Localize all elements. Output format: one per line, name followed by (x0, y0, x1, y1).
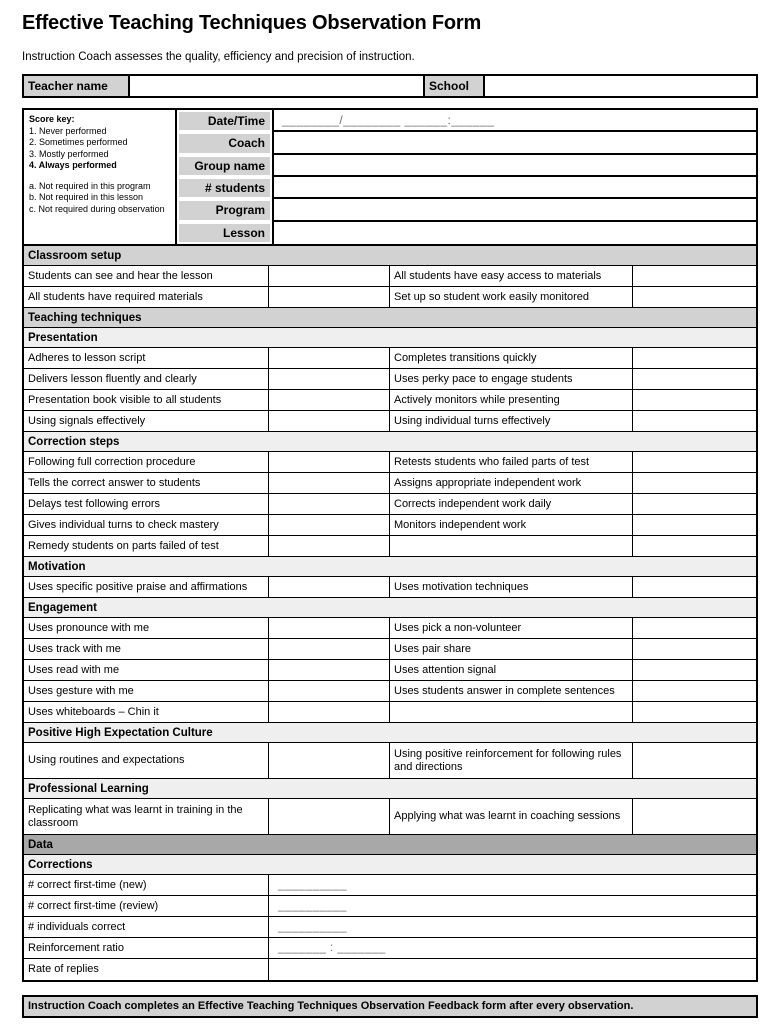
score-input[interactable] (269, 348, 390, 368)
data-row (24, 938, 756, 959)
section-header: Engagement (24, 598, 756, 618)
score-input[interactable] (633, 369, 756, 389)
score-input[interactable] (633, 618, 756, 638)
score-input[interactable] (633, 494, 756, 514)
score-input[interactable] (633, 639, 756, 659)
score-input[interactable] (269, 536, 390, 556)
page-subtitle: Instruction Coach assesses the quality, efficiency and precision of instruction. (22, 51, 415, 63)
item-label: Uses pronounce with me (24, 618, 269, 638)
score-key-line: 4. Always performed (29, 160, 117, 170)
item-label: Assigns appropriate independent work (390, 473, 633, 493)
item-label: Replicating what was learnt in training in the classroom (24, 799, 269, 834)
item-label: Uses students answer in complete sentences (390, 681, 633, 701)
item-row (24, 494, 756, 515)
score-key-line: 3. Mostly performed (29, 148, 109, 159)
item-label: Tells the correct answer to students (24, 473, 269, 493)
item-label: Following full correction procedure (24, 452, 269, 472)
item-row (24, 473, 756, 494)
meta-field-label: Date/Time (179, 112, 270, 130)
score-input[interactable] (269, 681, 390, 701)
item-row (24, 639, 756, 660)
item-label: Uses read with me (24, 660, 269, 680)
score-input[interactable] (269, 287, 390, 307)
score-input[interactable] (269, 411, 390, 431)
meta-field-row (177, 199, 756, 221)
meta-field-input[interactable]: ________/________ ______:______ (272, 110, 756, 132)
score-input[interactable] (269, 369, 390, 389)
section-header: Presentation (24, 328, 756, 348)
item-row (24, 369, 756, 390)
item-label: Delays test following errors (24, 494, 269, 514)
meta-field-label: Coach (179, 134, 270, 152)
data-blank-input[interactable]: __________ (278, 899, 347, 912)
school-field[interactable] (485, 76, 756, 96)
item-label: Using individual turns effectively (390, 411, 633, 431)
score-key-line: a. Not required in this program (29, 180, 151, 191)
meta-field-row (177, 155, 756, 177)
meta-field-label: Lesson (179, 224, 270, 242)
header-info-table (22, 108, 758, 246)
item-label: Actively monitors while presenting (390, 390, 633, 410)
item-label: All students have required materials (24, 287, 269, 307)
score-input[interactable] (633, 743, 756, 778)
identity-row (22, 74, 758, 98)
data-label: Reinforcement ratio (24, 938, 269, 958)
meta-field-row (177, 177, 756, 199)
item-row (24, 348, 756, 369)
school-label: School (425, 76, 485, 96)
item-row (24, 799, 756, 835)
item-label: Uses track with me (24, 639, 269, 659)
score-input[interactable] (633, 266, 756, 286)
item-row (24, 743, 756, 779)
teacher-name-field[interactable] (130, 76, 425, 96)
score-input[interactable] (269, 743, 390, 778)
score-key-line: 1. Never performed (29, 125, 107, 136)
data-blank-input[interactable]: _______ : _______ (278, 941, 386, 954)
data-row (24, 875, 756, 896)
meta-field-row (177, 222, 756, 244)
score-input[interactable] (269, 799, 390, 834)
score-input[interactable] (633, 515, 756, 535)
item-label (390, 536, 633, 556)
score-input[interactable] (633, 799, 756, 834)
score-input[interactable] (633, 411, 756, 431)
data-blank-input[interactable] (269, 959, 756, 980)
score-input[interactable] (269, 390, 390, 410)
score-input[interactable] (633, 348, 756, 368)
item-label: Completes transitions quickly (390, 348, 633, 368)
score-input[interactable] (269, 266, 390, 286)
item-label: Uses perky pace to engage students (390, 369, 633, 389)
score-input[interactable] (633, 702, 756, 722)
item-label: Using signals effectively (24, 411, 269, 431)
score-input[interactable] (269, 494, 390, 514)
section-header: Corrections (24, 855, 756, 875)
item-row (24, 287, 756, 308)
score-input[interactable] (633, 577, 756, 597)
section-header: Classroom setup (24, 246, 756, 266)
meta-field-label: Program (179, 201, 270, 219)
meta-field-label: # students (179, 179, 270, 197)
item-label: Uses whiteboards – Chin it (24, 702, 269, 722)
meta-field-label: Group name (179, 157, 270, 175)
data-label: # correct first-time (review) (24, 896, 269, 916)
item-row (24, 660, 756, 681)
data-row (24, 896, 756, 917)
meta-field-input[interactable] (272, 199, 756, 221)
meta-field-input[interactable] (272, 222, 756, 244)
item-label: Uses specific positive praise and affirmations (24, 577, 269, 597)
item-label: Using routines and expectations (24, 743, 269, 778)
meta-field-row (177, 110, 756, 132)
page-title: Effective Teaching Techniques Observation Form (22, 12, 482, 34)
item-label: Uses pick a non-volunteer (390, 618, 633, 638)
data-label: Rate of replies (24, 959, 269, 980)
score-input[interactable] (633, 681, 756, 701)
item-row (24, 577, 756, 598)
data-label: # correct first-time (new) (24, 875, 269, 895)
score-key-line: Score key: (29, 114, 75, 124)
meta-field-input[interactable] (272, 132, 756, 154)
item-row (24, 536, 756, 557)
item-label: Uses attention signal (390, 660, 633, 680)
score-input[interactable] (633, 287, 756, 307)
item-label: Uses pair share (390, 639, 633, 659)
score-key (24, 110, 177, 244)
item-label: Set up so student work easily monitored (390, 287, 633, 307)
section-header: Data (24, 835, 756, 855)
item-label: Monitors independent work (390, 515, 633, 535)
footer-note: Instruction Coach completes an Effective Teaching Techniques Observation Feedback form after every observation. (22, 995, 758, 1018)
score-input[interactable] (633, 452, 756, 472)
item-label: Gives individual turns to check mastery (24, 515, 269, 535)
item-row (24, 390, 756, 411)
score-input[interactable] (269, 618, 390, 638)
score-input[interactable] (633, 536, 756, 556)
score-input[interactable] (269, 639, 390, 659)
meta-field-row (177, 132, 756, 154)
section-header: Teaching techniques (24, 308, 756, 328)
section-header: Motivation (24, 557, 756, 577)
data-blank-input[interactable]: __________ (278, 920, 347, 933)
section-header: Professional Learning (24, 779, 756, 799)
data-row (24, 959, 756, 980)
item-row (24, 266, 756, 287)
item-row (24, 681, 756, 702)
item-label: Uses motivation techniques (390, 577, 633, 597)
meta-fields (177, 110, 756, 244)
item-label: Uses gesture with me (24, 681, 269, 701)
data-blank-input[interactable]: __________ (278, 878, 347, 891)
item-row (24, 702, 756, 723)
item-row (24, 452, 756, 473)
item-label: Applying what was learnt in coaching sessions (390, 799, 633, 834)
score-input[interactable] (269, 577, 390, 597)
data-row (24, 917, 756, 938)
item-row (24, 411, 756, 432)
score-input[interactable] (269, 452, 390, 472)
item-label: Corrects independent work daily (390, 494, 633, 514)
score-input[interactable] (633, 473, 756, 493)
score-input[interactable] (269, 473, 390, 493)
score-key-line: 2. Sometimes performed (29, 137, 128, 147)
score-key-line: c. Not required during observation (29, 203, 165, 214)
score-input[interactable] (269, 660, 390, 680)
score-input[interactable] (633, 660, 756, 680)
section-header: Correction steps (24, 432, 756, 452)
teacher-name-label: Teacher name (24, 76, 130, 96)
meta-field-input[interactable] (272, 177, 756, 199)
score-input[interactable] (269, 515, 390, 535)
item-row (24, 618, 756, 639)
item-label: Presentation book visible to all students (24, 390, 269, 410)
item-label: Remedy students on parts failed of test (24, 536, 269, 556)
item-label: Using positive reinforcement for following rules and directions (390, 743, 633, 778)
item-label: Delivers lesson fluently and clearly (24, 369, 269, 389)
item-label: Retests students who failed parts of test (390, 452, 633, 472)
item-label (390, 702, 633, 722)
observation-table (22, 244, 758, 982)
section-header: Positive High Expectation Culture (24, 723, 756, 743)
score-input[interactable] (633, 390, 756, 410)
item-row (24, 515, 756, 536)
data-label: # individuals correct (24, 917, 269, 937)
score-input[interactable] (269, 702, 390, 722)
score-key-line: b. Not required in this lesson (29, 192, 144, 202)
item-label: Adheres to lesson script (24, 348, 269, 368)
meta-field-input[interactable] (272, 155, 756, 177)
item-label: Students can see and hear the lesson (24, 266, 269, 286)
item-label: All students have easy access to materials (390, 266, 633, 286)
